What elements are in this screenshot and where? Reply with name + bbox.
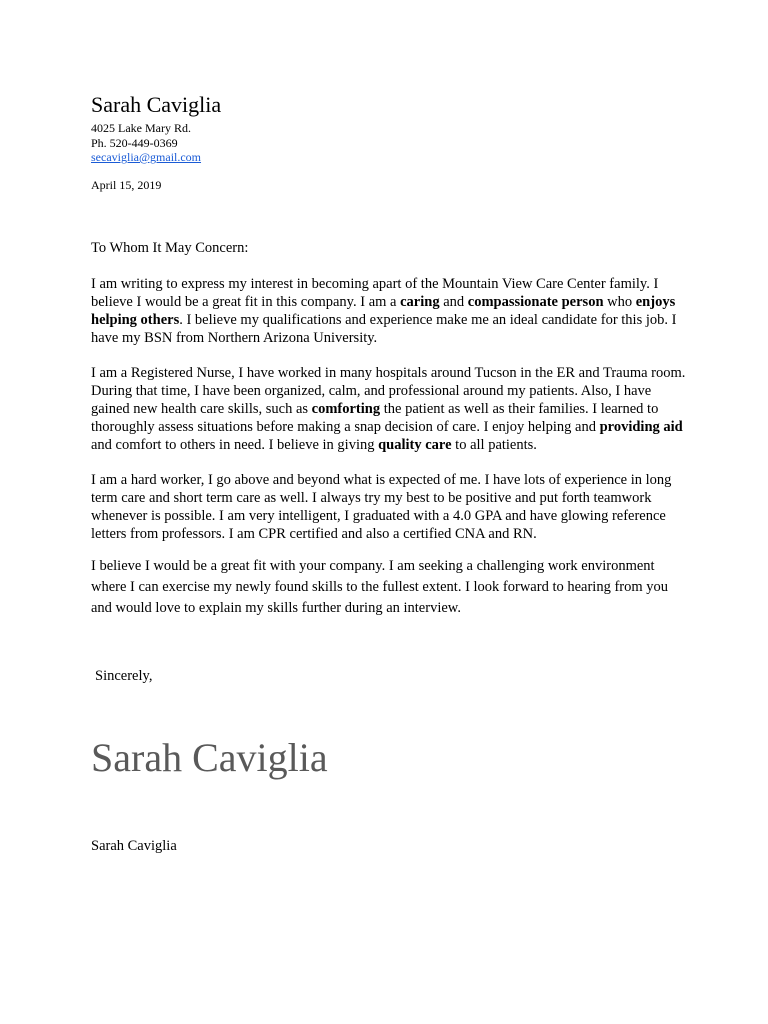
salutation: To Whom It May Concern:: [91, 240, 249, 256]
letterhead-name: Sarah Caviglia: [91, 92, 222, 117]
paragraph-text: I am a hard worker, I go above and beyond what is expected of me. I have lots of experience in long term care and short term care as well. I always try my best to be positive and put forth teamwork whenever is possible. I am very intelligent, I graduated with a 4.0 GPA and have glowing reference letters from professors. I am CPR certified and also a certified CNA and RN.: [91, 472, 672, 542]
emphasis-compassionate: compassionate person: [467, 294, 604, 310]
signature: Sarah Caviglia: [91, 735, 328, 780]
text-run: I am a Registered Nurse, I have worked in many hospitals around Tucson in the ER and Trauma room. During that time, I have been organized, calm, and professional around my patients. Also, I have gained new health care skills, such as: [91, 365, 686, 417]
emphasis-providing-aid: providing aid: [599, 419, 683, 435]
typed-name: Sarah Caviglia: [91, 838, 177, 854]
text-run: the patient as well as their families. I learned to thoroughly assess situations before making a snap decision of care. I enjoy helping and: [91, 401, 659, 435]
text-run: and comfort to others in need. I believe in giving: [91, 437, 379, 453]
paragraph-text: I believe I would be a great fit with your company. I am seeking a challenging work environment where I can exercise my newly found skills to the fullest extent. I look forward to hearing from you and would love to explain my skills further during an interview.: [91, 558, 669, 616]
closing: Sincerely,: [95, 668, 153, 684]
contact-block: [91, 121, 201, 165]
email-link[interactable]: secaviglia@gmail.com: [91, 150, 202, 164]
text-run: I am writing to express my interest in becoming apart of the Mountain View Care Center family. I believe I would be a great fit in this company. I am a: [91, 276, 659, 310]
text-run: who: [603, 294, 636, 310]
body-paragraph-4: [91, 556, 691, 619]
street-address: 4025 Lake Mary Rd.: [91, 121, 191, 135]
emphasis-caring: caring: [400, 294, 440, 310]
text-run: to all patients.: [451, 437, 537, 453]
body-paragraph-1: [91, 275, 691, 347]
emphasis-helping-others: enjoys helping others: [91, 294, 676, 328]
letter-date: April 15, 2019: [91, 178, 162, 192]
phone-number: Ph. 520-449-0369: [91, 135, 178, 150]
body-paragraph-2: [91, 364, 691, 454]
text-run: . I believe my qualifications and experience make me an ideal candidate for this job. I have my BSN from Northern Arizona University.: [91, 312, 677, 346]
body-paragraph-3: [91, 471, 691, 543]
text-run: and: [439, 294, 468, 310]
emphasis-comforting: comforting: [311, 401, 381, 417]
emphasis-quality-care: quality care: [378, 437, 452, 453]
